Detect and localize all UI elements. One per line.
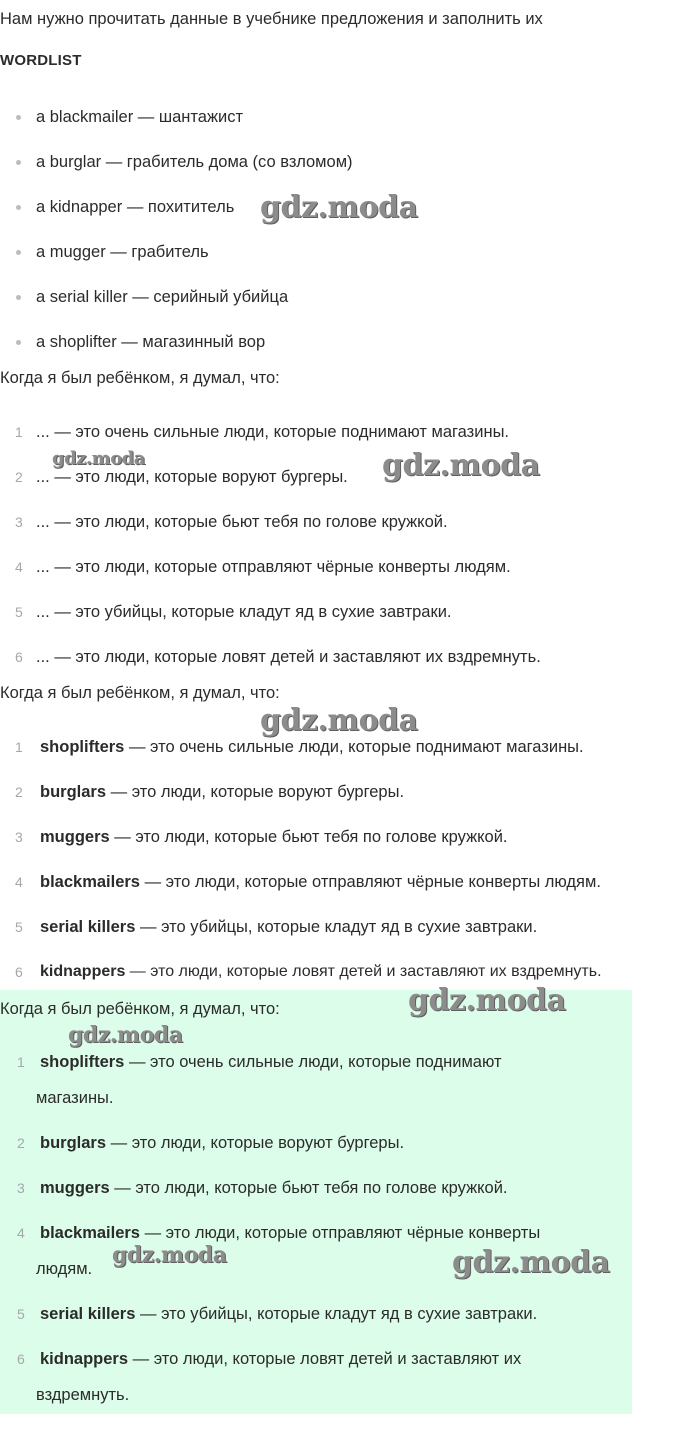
bullet-icon — [16, 160, 21, 165]
bullet-icon — [16, 340, 21, 345]
wordlist-title: WORDLIST — [0, 52, 82, 69]
wordlist: a blackmailer — шантажист a burglar — грабитель дома (со взломом) a kidnapper — похититель a mugger — грабитель a serial killer — серийный убийца a shoplifter — магазинный вор — [0, 0, 680, 360]
watermark-logo: gdz.moda — [260, 703, 418, 738]
watermark-logo: gdz.moda — [112, 1242, 227, 1268]
answer-box: Когда я был ребёнком, я думал, что: 1 shoplifters — это очень сильные люди, которые поднимают магазины. 2 burglars — это люди, которые воруют бургеры. 3 muggers — это люди, которые бьют тебя по голове кружкой. 4 blackmailers — это люди, которые отправляют чёрные конверты людям. 5 serial killers — это убийцы, которые кладут яд в сухие завтраки. 6 kidnappers — это люди, которые ловят детей и заставляют их вздремнуть. — [0, 990, 632, 1414]
watermark-logo: gdz.moda — [260, 190, 418, 225]
bullet-icon — [16, 205, 21, 210]
bullet-icon — [16, 295, 21, 300]
intro-text: Нам нужно прочитать данные в учебнике предложения и заполнить их — [0, 10, 543, 28]
watermark-logo: gdz.moda — [408, 983, 566, 1018]
answer-heading: Когда я был ребёнком, я думал, что: — [0, 1000, 280, 1018]
watermark-logo: gdz.moda — [382, 448, 540, 483]
watermark-logo: gdz.moda — [52, 448, 145, 469]
solution-heading: Когда я был ребёнком, я думал, что: — [0, 684, 280, 702]
watermark-logo: gdz.moda — [68, 1022, 183, 1048]
bullet-icon — [16, 250, 21, 255]
watermark-logo: gdz.moda — [452, 1245, 610, 1280]
task-heading: Когда я был ребёнком, я думал, что: — [0, 369, 280, 387]
bullet-icon — [16, 115, 21, 120]
